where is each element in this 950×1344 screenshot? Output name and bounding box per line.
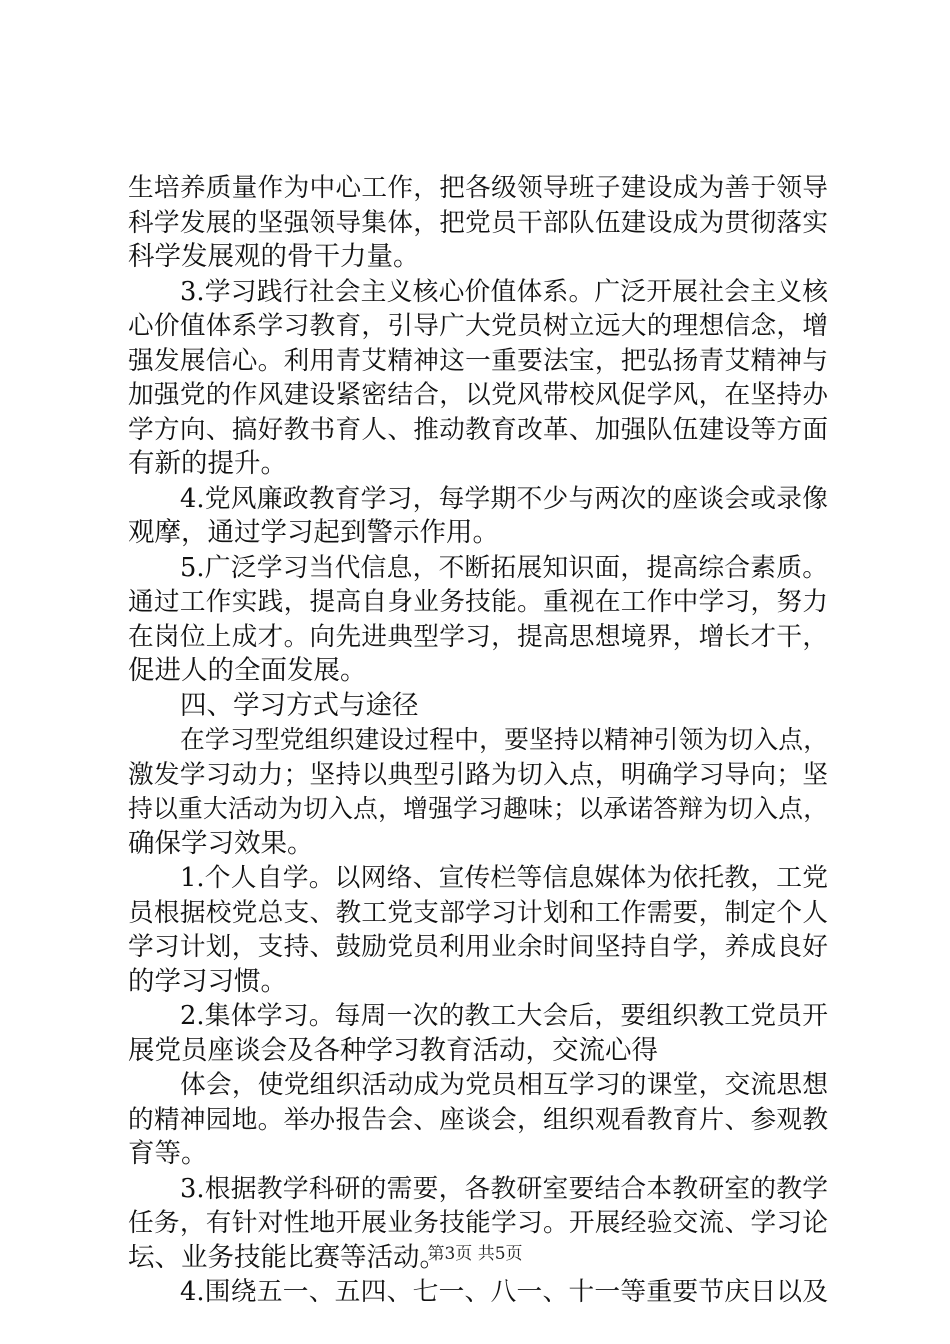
text-line: 生培养质量作为中心工作，把各级领导班子建设成为善于领导 <box>128 173 828 203</box>
text-line: 在岗位上成才。向先进典型学习，提高思想境界，增长才干， <box>128 621 828 652</box>
text-line: 4.党风廉政教育学习，每学期不少与两次的座谈会或录像 <box>180 483 828 514</box>
text-line: 3.学习践行社会主义核心价值体系。广泛开展社会主义核 <box>180 276 828 307</box>
page-number-label: 第3页 共5页 <box>427 1244 523 1264</box>
page-footer <box>0 1243 950 1265</box>
text-line: 的精神园地。举办报告会、座谈会，组织观看教育片、参观教 <box>128 1104 828 1135</box>
text-line: 科学发展的坚强领导集体，把党员干部队伍建设成为贯彻落实 <box>128 207 828 238</box>
text-line: 四、学习方式与途径 <box>180 689 419 721</box>
text-line: 心价值体系学习教育，引导广大党员树立远大的理想信念，增 <box>128 311 828 341</box>
text-line: 加强党的作风建设紧密结合，以党风带校风促学风，在坚持办 <box>128 380 828 410</box>
text-line: 员根据校党总支、教工党支部学习计划和工作需要，制定个人 <box>128 897 828 928</box>
text-line: 1.个人自学。以网络、宣传栏等信息媒体为依托教，工党 <box>180 863 828 893</box>
text-line: 任务，有针对性地开展业务技能学习。开展经验交流、学习论 <box>128 1208 828 1238</box>
text-line: 的学习习惯。 <box>128 965 287 997</box>
text-line: 科学发展观的骨干力量。 <box>128 241 420 272</box>
text-line: 2.集体学习。每周一次的教工大会后，要组织教工党员开 <box>180 1001 828 1031</box>
text-line: 促进人的全面发展。 <box>128 655 367 686</box>
text-line: 激发学习动力；坚持以典型引路为切入点，明确学习导向；坚 <box>128 759 828 790</box>
text-line: 观摩，通过学习起到警示作用。 <box>128 517 499 548</box>
text-line: 确保学习效果。 <box>128 827 314 859</box>
text-line: 3.根据教学科研的需要，各教研室要结合本教研室的教学 <box>180 1173 828 1204</box>
text-line: 学习计划，支持、鼓励党员利用业余时间坚持自学，养成良好 <box>128 932 828 962</box>
text-line: 在学习型党组织建设过程中，要坚持以精神引领为切入点， <box>180 725 828 754</box>
text-line: 体会，使党组织活动成为党员相互学习的课堂，交流思想 <box>180 1070 828 1100</box>
text-line: 4.围绕五一、五四、七一、八一、十一等重要节庆日以及 <box>180 1277 828 1307</box>
text-line: 通过工作实践，提高自身业务技能。重视在工作中学习，努力 <box>128 587 828 617</box>
text-line: 学方向、搞好教书育人、推动教育改革、加强队伍建设等方面 <box>128 414 828 445</box>
text-line: 坛、业务技能比赛等活动。 <box>128 1241 446 1273</box>
text-line: 育等。 <box>128 1138 208 1169</box>
document-body <box>128 171 828 1310</box>
text-line: 5.广泛学习当代信息，不断拓展知识面，提高综合素质。 <box>180 552 828 583</box>
text-line: 持以重大活动为切入点，增强学习趣味；以承诺答辩为切入点， <box>128 794 828 823</box>
text-line: 有新的提升。 <box>128 448 287 479</box>
text-line: 强发展信心。利用青艾精神这一重要法宝，把弘扬青艾精神与 <box>128 345 828 376</box>
text-line: 展党员座谈会及各种学习教育活动，交流心得 <box>128 1034 658 1066</box>
